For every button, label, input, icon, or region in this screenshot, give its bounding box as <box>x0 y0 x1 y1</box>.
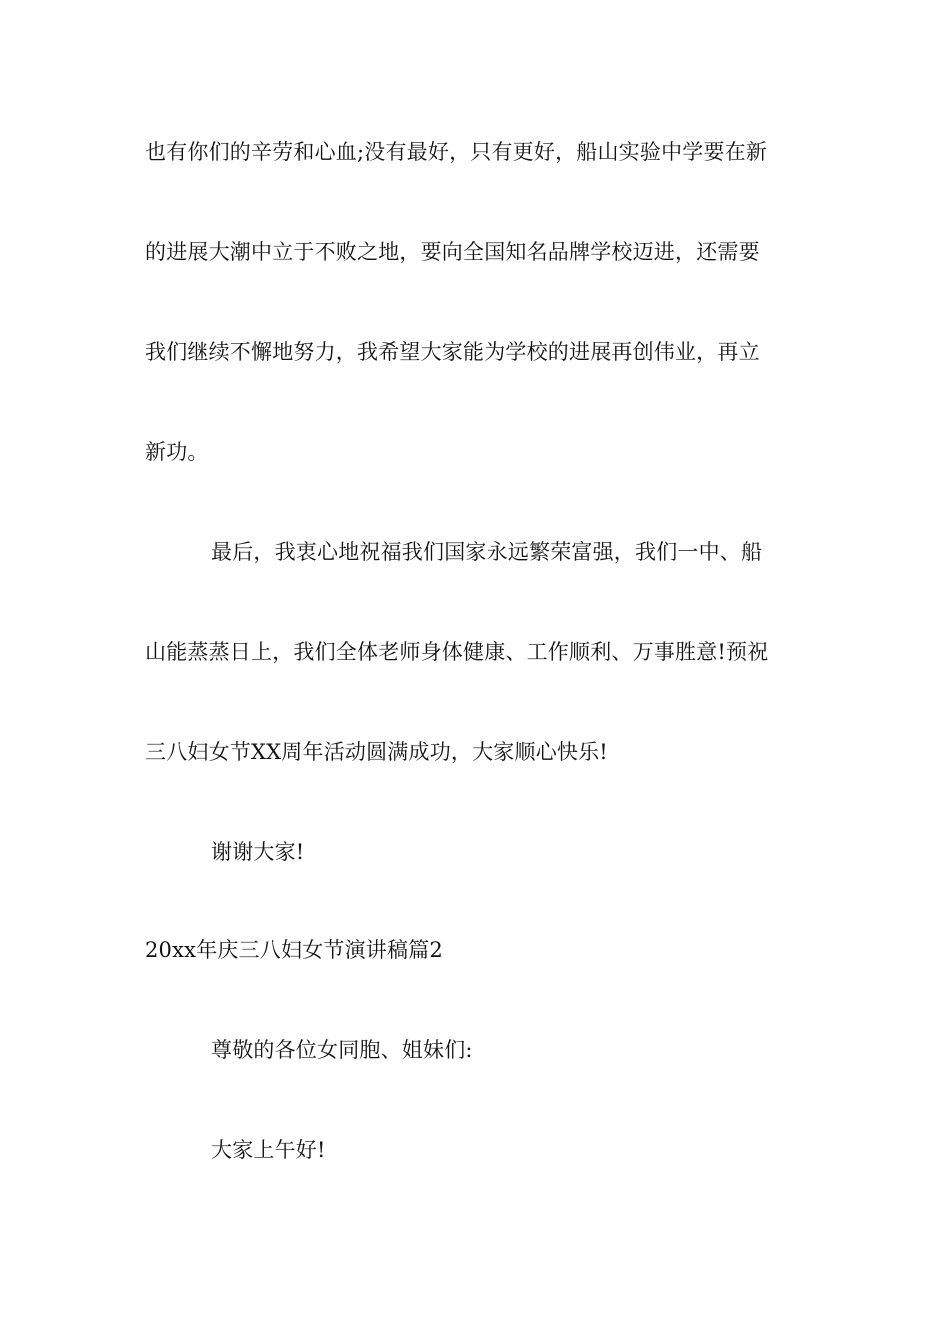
greeting-line: 大家上午好! <box>211 1138 326 1162</box>
paragraph-line: 三八妇女节XX周年活动圆满成功，大家顺心快乐! <box>145 740 608 764</box>
section-heading: 20xx年庆三八妇女节演讲稿篇2 <box>145 938 443 962</box>
paragraph-line: 的进展大潮中立于不败之地，要向全国知名品牌学校迈进，还需要 <box>145 240 760 264</box>
paragraph-line: 最后，我衷心地祝福我们国家永远繁荣富强，我们一中、船 <box>211 540 763 564</box>
paragraph-line: 新功。 <box>145 440 209 464</box>
paragraph-line: 谢谢大家! <box>211 840 305 864</box>
paragraph-line: 我们继续不懈地努力，我希望大家能为学校的进展再创伟业，再立 <box>145 340 760 364</box>
paragraph-line: 也有你们的辛劳和心血;没有最好，只有更好，船山实验中学要在新 <box>145 140 768 164</box>
salutation-line: 尊敬的各位女同胞、姐妹们: <box>211 1038 473 1062</box>
paragraph-line: 山能蒸蒸日上，我们全体老师身体健康、工作顺利、万事胜意!预祝 <box>145 640 769 664</box>
